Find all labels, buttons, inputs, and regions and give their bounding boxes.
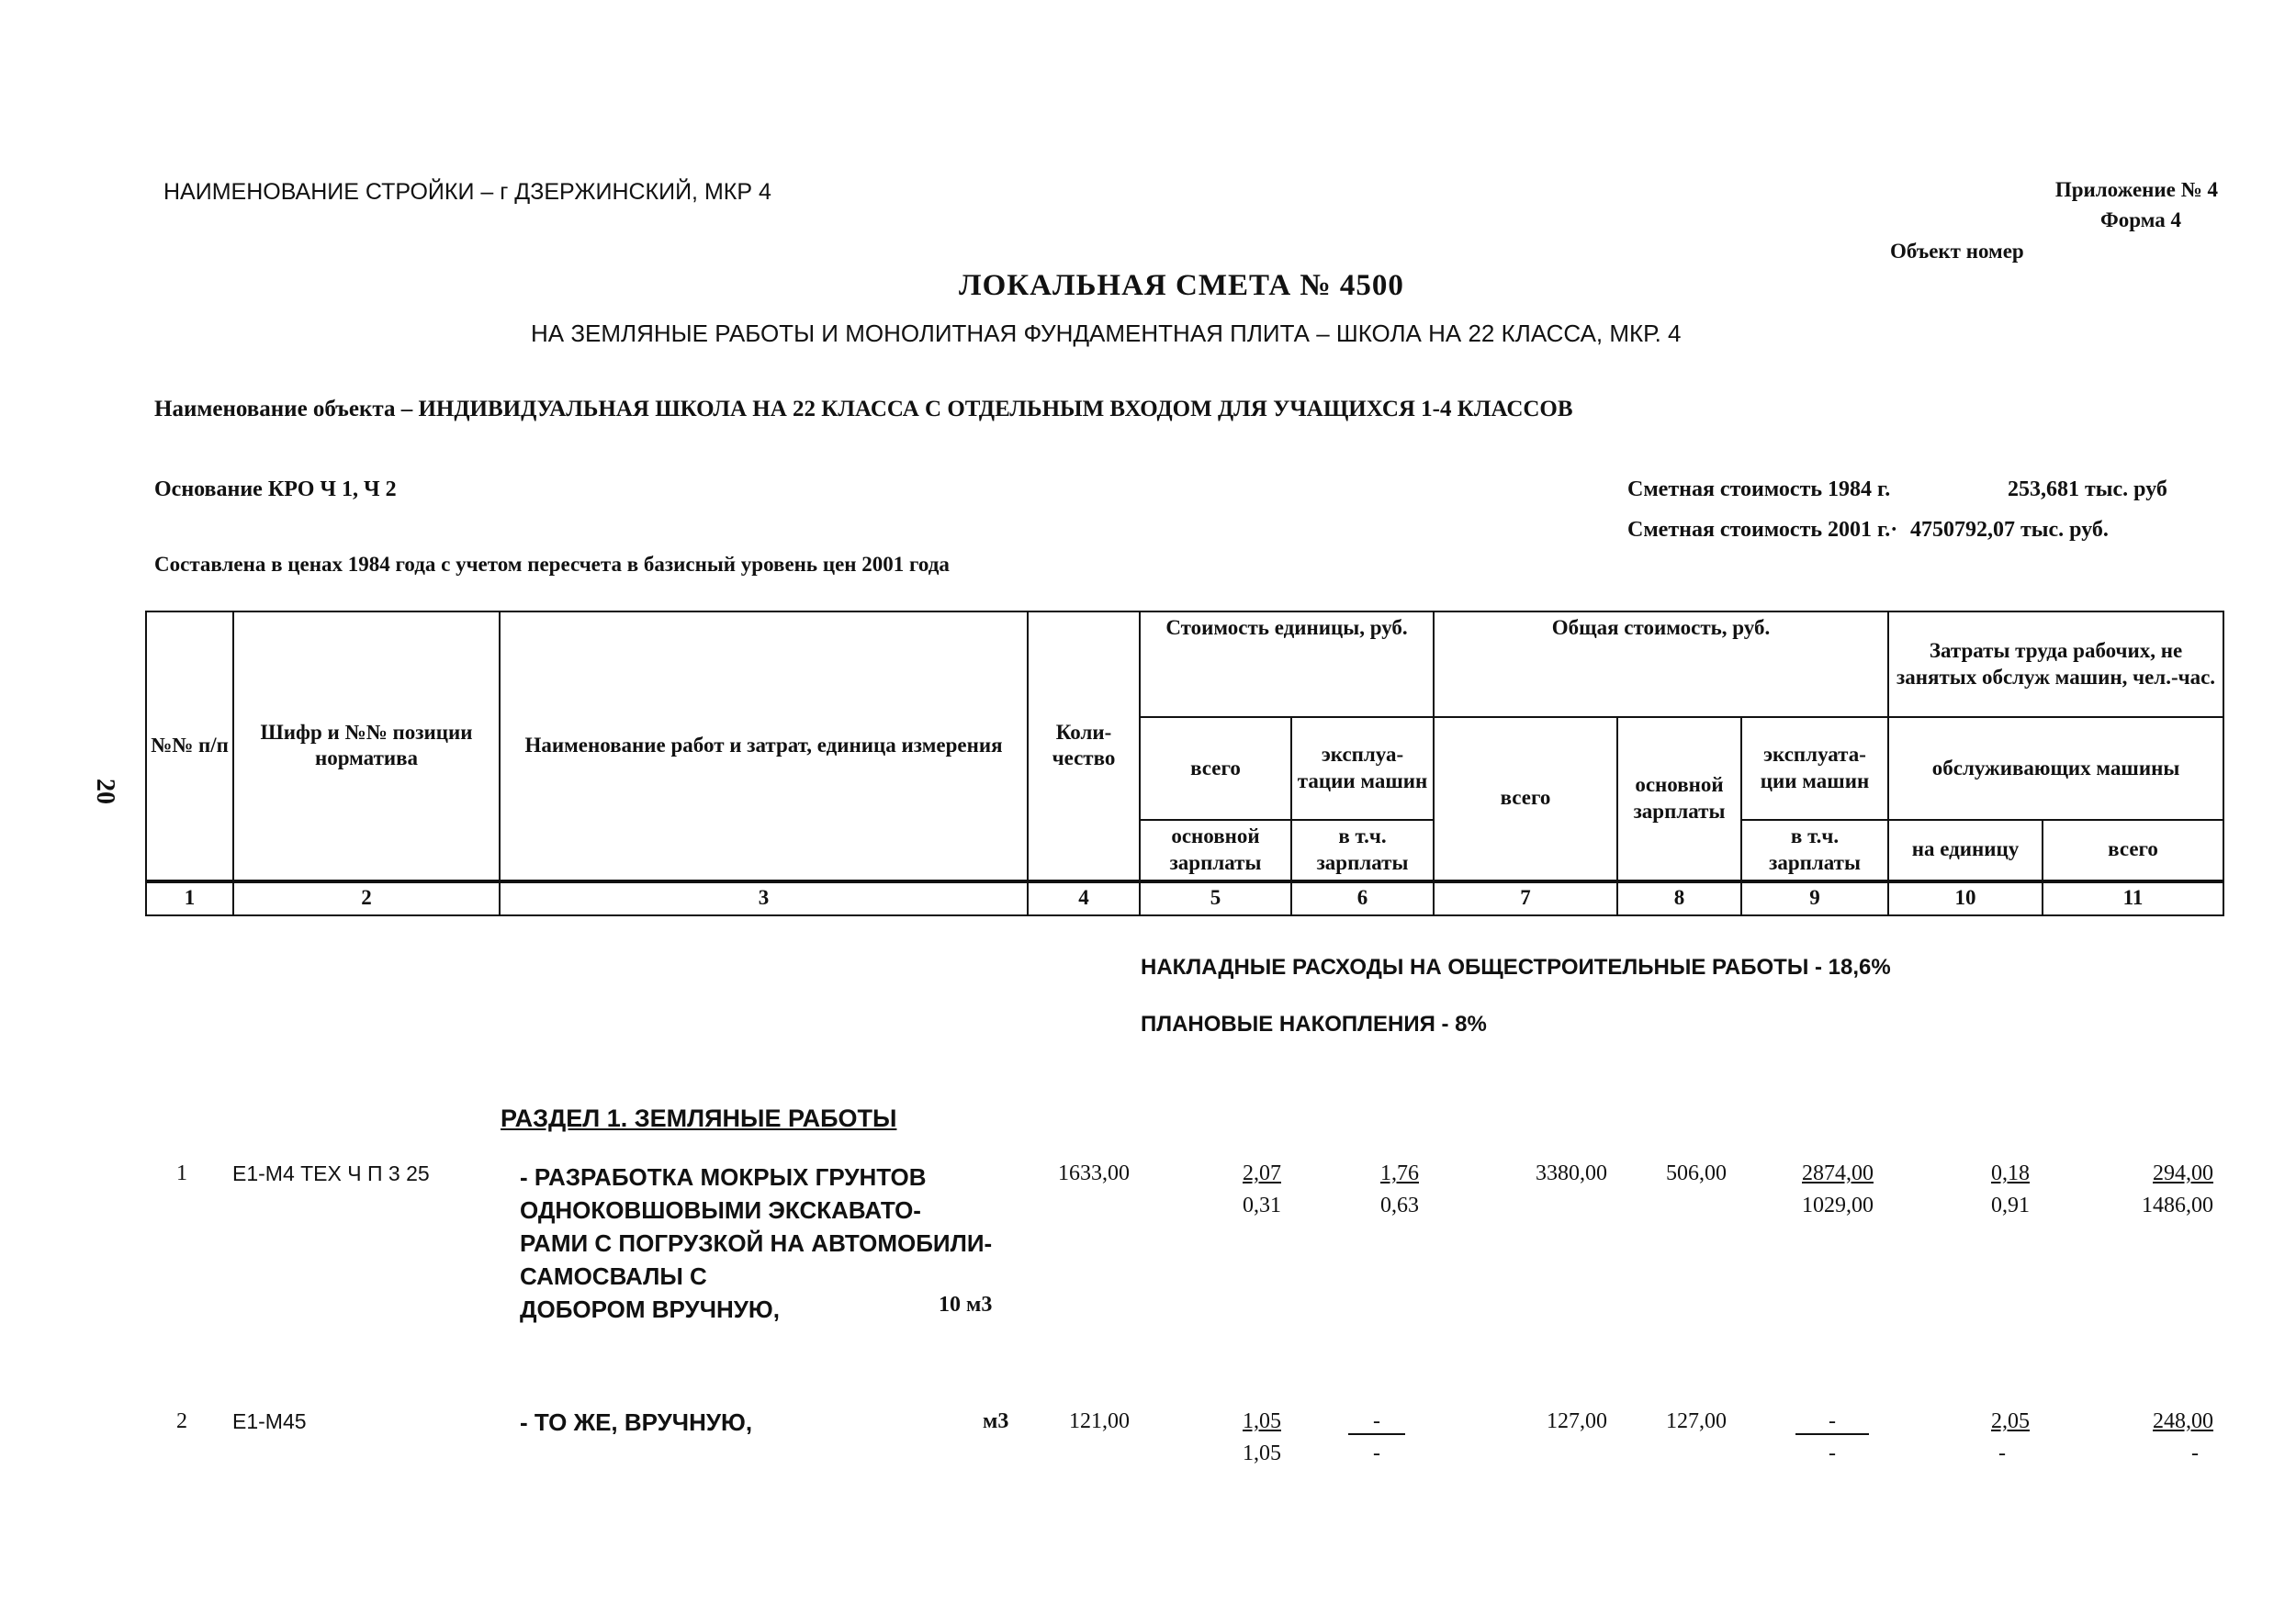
col-header-labor-total: всего [2043,820,2223,881]
form-label: Форма 4 [2100,208,2181,231]
row-unit-incl-salary: - [1373,1441,1380,1465]
row-qty: 121,00 [1069,1409,1130,1433]
col-header-total-incl-salary: в т.ч. зарплаты [1741,820,1888,881]
row-labor-total: 248,00 [2153,1409,2213,1433]
col-header-unit-salary: основной зарплаты [1140,820,1291,881]
row-code: Е1-М4 ТЕХ Ч П 3 25 [232,1161,430,1185]
col-header-total-all: всего [1434,717,1617,881]
row-unit-total: 2,07 [1243,1161,1281,1185]
col-header-code: Шифр и №№ позиции норматива [233,611,500,881]
row-name: - ТО ЖЕ, ВРУЧНУЮ, [520,1408,753,1436]
row-total: 3380,00 [1536,1161,1607,1185]
col-number: 4 [1028,881,1140,915]
cost-2001-label: Сметная стоимость 2001 г.· [1627,518,1898,542]
row-total-incl-salary: 1029,00 [1802,1194,1874,1217]
row-labor-per-unit-2: 0,91 [1991,1194,2030,1217]
row-unit: м3 [983,1409,1009,1433]
col-number: 6 [1291,881,1434,915]
row-unit-incl-salary: 0,63 [1380,1194,1419,1217]
row-qty: 1633,00 [1058,1161,1130,1185]
row-total-machine: 2874,00 [1802,1161,1874,1185]
row-total-salary: 506,00 [1666,1161,1727,1185]
row-labor-total: 294,00 [2153,1161,2213,1185]
col-number: 1 [146,881,233,915]
col-header-servicing: обслуживающих машины [1888,717,2223,820]
col-header-qty: Коли-чество [1028,611,1140,881]
col-header-unit-machine: эксплуа-тации машин [1291,717,1434,820]
row-unit: 10 м3 [939,1293,993,1317]
row-labor-per-unit-2: - [1998,1441,2006,1465]
row-unit-total: 1,05 [1243,1409,1281,1433]
section-title: РАЗДЕЛ 1. ЗЕМЛЯНЫЕ РАБОТЫ [501,1105,897,1132]
row-total-machine: - [1795,1409,1869,1435]
col-number: 11 [2043,881,2223,915]
row-num: 1 [176,1161,187,1185]
row-total-salary: 127,00 [1666,1409,1727,1433]
row-num: 2 [176,1409,187,1433]
col-number: 7 [1434,881,1617,915]
col-header-per-unit: на единицу [1888,820,2043,881]
page-number: 20 [91,779,119,804]
row-labor-per-unit: 2,05 [1991,1409,2030,1433]
page-subtitle: НА ЗЕМЛЯНЫЕ РАБОТЫ И МОНОЛИТНАЯ ФУНДАМЕНТНАЯ ПЛИТА – ШКОЛА НА 22 КЛАССА, МКР. 4 [531,320,1682,347]
col-header-total-cost: Общая стоимость, руб. [1434,611,1888,717]
col-number: 3 [500,881,1028,915]
basis: Основание КРО Ч 1, Ч 2 [154,477,397,501]
row-code: Е1-М45 [232,1409,307,1433]
col-header-unit-total: всего [1140,717,1291,820]
col-number: 10 [1888,881,2043,915]
col-header-unit-cost: Стоимость единицы, руб. [1140,611,1434,717]
col-header-total-salary: основной зарплаты [1617,717,1741,881]
col-number: 8 [1617,881,1741,915]
col-header-labor: Затраты труда рабочих, не занятых обслуж машин, чел.-час. [1888,611,2223,717]
row-unit-machine: - [1348,1409,1405,1435]
construction-name: НАИМЕНОВАНИЕ СТРОЙКИ – г ДЗЕРЖИНСКИЙ, МКР 4 [163,179,771,205]
planned-note: ПЛАНОВЫЕ НАКОПЛЕНИЯ - 8% [1141,1012,1487,1037]
col-number: 9 [1741,881,1888,915]
compiled-note: Составлена в ценах 1984 года с учетом пересчета в базисный уровень цен 2001 года [154,553,950,576]
row-labor-total-2: - [2191,1441,2199,1465]
col-number: 2 [233,881,500,915]
row-labor-per-unit: 0,18 [1991,1161,2030,1185]
col-header-name: Наименование работ и затрат, единица измерения [500,611,1028,881]
estimate-header-table [145,611,2224,916]
col-header-num: №№ п/п [146,611,233,881]
row-unit-salary: 1,05 [1243,1441,1281,1465]
row-labor-total-2: 1486,00 [2142,1194,2213,1217]
row-unit-salary: 0,31 [1243,1194,1281,1217]
col-number: 5 [1140,881,1291,915]
object-name: Наименование объекта – ИНДИВИДУАЛЬНАЯ ШКОЛА НА 22 КЛАССА С ОТДЕЛЬНЫМ ВХОДОМ ДЛЯ УЧАЩИХСЯ 1-4 КЛАССОВ [154,397,1573,421]
col-header-unit-incl-salary: в т.ч. зарплаты [1291,820,1434,881]
row-unit-machine: 1,76 [1380,1161,1419,1185]
row-name: - РАЗРАБОТКА МОКРЫХ ГРУНТОВ ОДНОКОВШОВЫМИ ЭКСКАВАТО- РАМИ С ПОГРУЗКОЙ НА АВТОМОБИЛИ- САМОСВАЛЫ С ДОБОРОМ ВРУЧНУЮ, [520,1163,993,1323]
row-total: 127,00 [1547,1409,1607,1433]
cost-2001-value: 4750792,07 тыс. руб. [1910,518,2109,542]
row-total-incl-salary: - [1829,1441,1836,1465]
object-number-label: Объект номер [1890,240,2024,263]
cost-1984-label: Сметная стоимость 1984 г. [1627,477,1891,501]
col-header-total-machine: эксплуата-ции машин [1741,717,1888,820]
page-title: ЛОКАЛЬНАЯ СМЕТА № 4500 [959,269,1404,302]
cost-1984-value: 253,681 тыс. руб [2008,477,2167,501]
overhead-note: НАКЛАДНЫЕ РАСХОДЫ НА ОБЩЕСТРОИТЕЛЬНЫЕ РАБОТЫ - 18,6% [1141,955,1891,980]
appendix-label: Приложение № 4 [2054,178,2218,201]
